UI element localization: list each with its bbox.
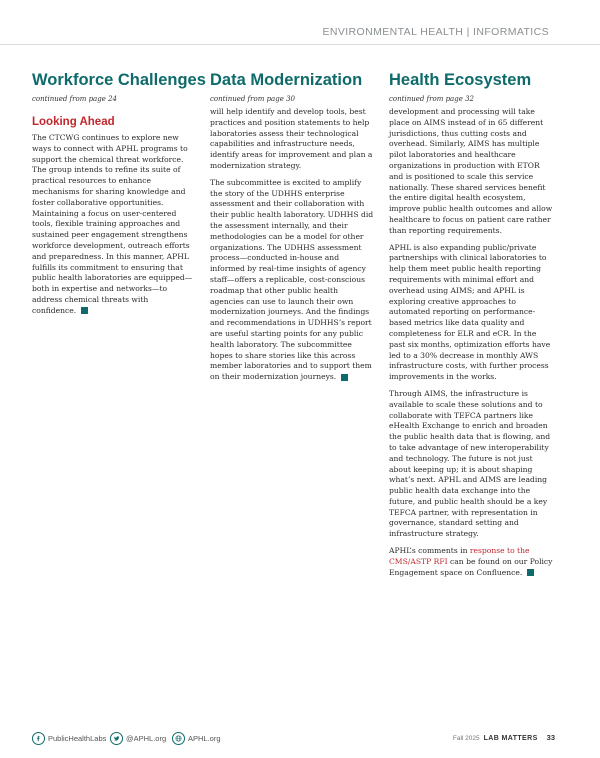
workforce-continued-note: continued from page 24 <box>32 95 117 103</box>
column-data-modernization <box>210 72 374 389</box>
looking-ahead-heading: Looking Ahead <box>32 116 115 128</box>
data-modernization-paragraph-1: will help identify and develop tools, best practices and position statements to help laboratories assess their technological capabilities and infrastructure needs, identify areas for improvement and plan a modernization strategy. <box>210 107 373 170</box>
issue-date: Fall 2025 <box>452 735 480 742</box>
facebook-handle: PublicHealthLabs <box>48 734 107 743</box>
end-mark-icon <box>527 569 534 576</box>
section-tag: ENVIRONMENTAL HEALTH | INFORMATICS <box>322 26 549 38</box>
ecosystem-paragraph-2: APHL is also expanding public/private partnerships with clinical laboratories to help them meet public health reporting requirements with minimal effort and overhead using AIMS; and APHL is exploring creative approaches to automated reporting on performance-based metrics like data quality and completeness for ELR and eCR. In the past six months, optimization efforts have led to a 30% decrease in monthly AWS infrastructure costs, with further process improvements in the works. <box>389 242 551 382</box>
header-bar <box>0 0 600 45</box>
data-modernization-paragraph-2: The subcommittee is excited to amplify the story of the UDHHS enterprise assessment and their collaboration with their public health laboratory. UDHHS did the assessment internally, and their methodologies can be a model for other organizations. The UDHHS assessment process—conducted in-house and informed by real-time insights of agency staff—offers a replicable, cost-conscious roadmap that other public health agencies can use to launch their own modernization journeys. And the findings and recommendations in UDHHS’s report are useful starting points for any public health laboratory. The subcommittee hopes to share stories like this across member laboratories and to support them on their modernization journeys. <box>210 177 374 382</box>
page-footer <box>0 728 600 748</box>
facebook-link[interactable] <box>32 732 106 745</box>
website-link[interactable] <box>172 732 221 745</box>
column-health-ecosystem <box>389 72 553 584</box>
twitter-link[interactable] <box>110 732 166 745</box>
magazine-name: LAB MATTERS <box>483 735 538 742</box>
ecosystem-paragraph-1: development and processing will take place on AIMS instead of in 65 different jurisdictions, thus cutting costs and overhead. Similarly, AIMS has multiple pilot laboratories and healthcare organizations in production with ETOR and is positioned to scale this service nationally. These shared services benefit the entire digital health ecosystem, improve public health outcomes and allow healthcare to focus on patient care rather than reporting requirements. <box>389 107 553 235</box>
ecosystem-paragraph-final: APHL’s comments in response to the CMS/ASTP RFI can be found on our Policy Engagement space on Confluence. <box>389 546 553 577</box>
twitter-handle: @APHL.org <box>126 734 167 743</box>
facebook-icon <box>32 732 45 745</box>
data-modernization-title: Data Modernization <box>210 71 363 89</box>
globe-icon <box>172 732 185 745</box>
column-workforce-challenges <box>32 71 206 323</box>
workforce-title: Workforce Challenges <box>32 71 206 89</box>
rfi-response-link[interactable]: response to the CMS/ASTP RFI <box>389 546 530 566</box>
data-modernization-continued-note: continued from page 30 <box>210 95 295 103</box>
bird-icon <box>110 732 123 745</box>
footer-folio <box>453 733 555 742</box>
page-number: 33 <box>546 733 555 742</box>
end-mark-icon <box>341 374 348 381</box>
health-ecosystem-title: Health Ecosystem <box>389 71 532 89</box>
workforce-paragraph: The CTCWG continues to explore new ways to connect with APHL programs to support the chemical threat workforce. The group intends to refine its suite of practical resources to enhance mechanisms for sharing knowledge and foster collaborative opportunities. Maintaining a focus on user-centered tools, flexible training approaches and sustained peer engagement strengthens workforce development, outreach efforts and preparedness. In this manner, APHL fulfills its commitment to ensuring that public health laboratories are equipped—both in expertise and networks—to address chemical threats with confidence. <box>32 133 193 315</box>
end-mark-icon <box>81 307 88 314</box>
health-ecosystem-continued-note: continued from page 32 <box>389 95 474 103</box>
website-url: APHL.org <box>188 734 221 743</box>
ecosystem-paragraph-3: Through AIMS, the infrastructure is available to scale these solutions and to collaborate with TEFCA partners like eHealth Exchange to enrich and broaden the public health data that is flowing, and to take advantage of new interoperability and technology. The future is not just about keeping up; it is about shaping what’s next. APHL and AIMS are leading public health data exchange into the future, and public health should be a key TEFCA partner, with representation in governance, standard setting and infrastructure strategy. <box>389 388 551 539</box>
